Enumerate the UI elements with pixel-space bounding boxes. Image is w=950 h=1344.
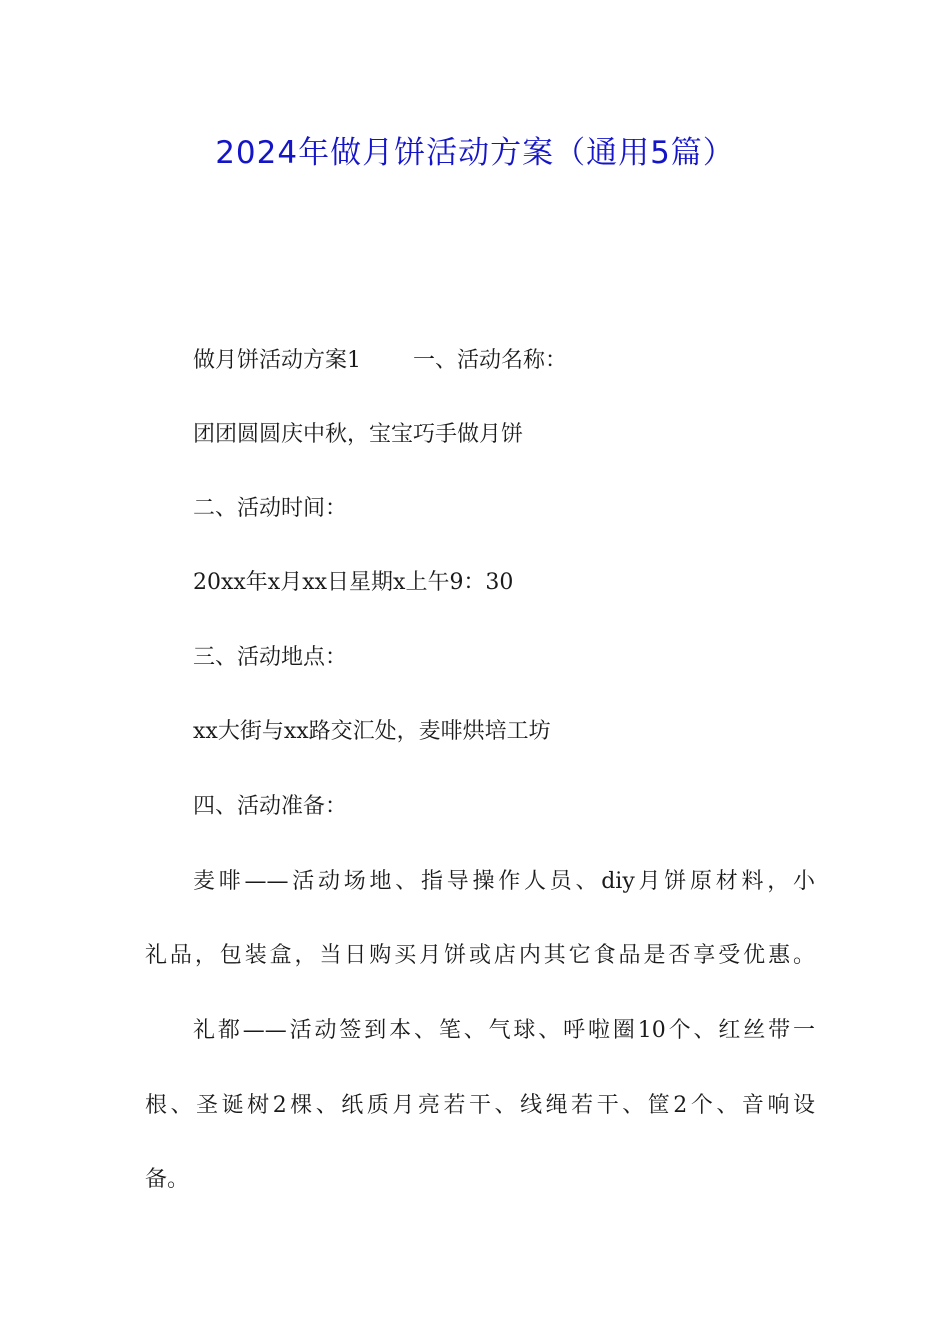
activity-location-heading: 三、活动地点：	[193, 645, 348, 670]
preparation-paragraph-2-line-3: 备。	[145, 1167, 190, 1192]
activity-time-heading: 二、活动时间：	[193, 496, 348, 521]
preparation-paragraph-2-line-1: 礼都——活动签到本、笔、气球、呼啦圈10个、红丝带一	[193, 1018, 815, 1043]
activity-preparation-heading: 四、活动准备：	[193, 794, 348, 819]
document-title: 2024年做月饼活动方案（通用5篇）	[215, 135, 735, 171]
preparation-paragraph-1-line-1: 麦啡——活动场地、指导操作人员、diy月饼原材料，小	[193, 869, 815, 894]
section-heading-line	[193, 349, 815, 373]
activity-name-text: 团团圆圆庆中秋，宝宝巧手做月饼	[193, 422, 524, 447]
activity-location-text: xx大街与xx路交汇处，麦啡烘培工坊	[193, 719, 551, 744]
activity-name-heading: 一、活动名称：	[413, 348, 568, 373]
preparation-paragraph-2-line-2: 根、圣诞树2棵、纸质月亮若干、线绳若干、筐2个、音响设	[145, 1093, 815, 1118]
activity-time-text: 20xx年x月xx日星期x上午9：30	[193, 570, 514, 595]
preparation-paragraph-1-line-2: 礼品，包装盒，当日购买月饼或店内其它食品是否享受优惠。	[145, 943, 815, 968]
plan-heading: 做月饼活动方案1	[193, 348, 361, 373]
